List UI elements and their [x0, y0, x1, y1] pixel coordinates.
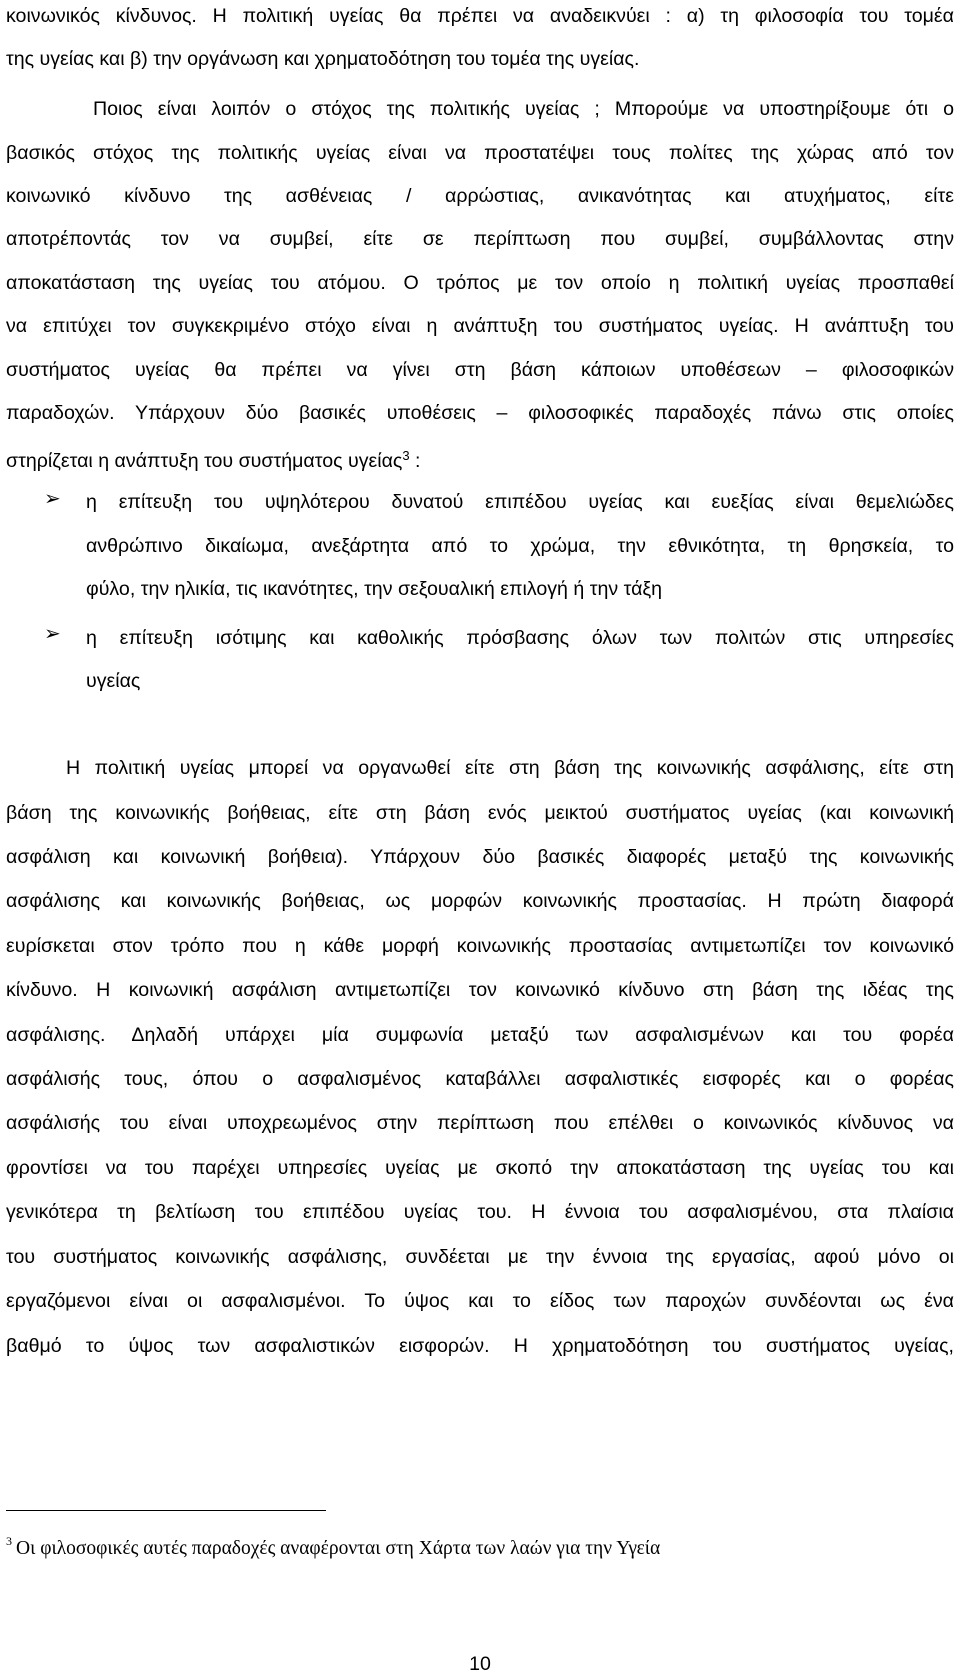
text-line: φροντίσει να του παρέχει υπηρεσίες υγείας με σκοπό την αποκατάσταση της υγείας του και [6, 1157, 954, 1179]
text-line: βαθμό το ύψος των ασφαλιστικών εισφορών. Η χρηματοδότηση του συστήματος υγείας, [6, 1335, 954, 1357]
text-line: ασφάλισης και κοινωνικής βοήθειας, ως μορφών κοινωνικής προστασίας. Η πρώτη διαφορά [6, 890, 954, 912]
text-line: ασφάλισής τους, όπου ο ασφαλισμένος καταβάλλει ασφαλιστικές εισφορές και ο φορέας [6, 1068, 954, 1090]
text-line: συστήματος υγείας θα πρέπει να γίνει στη βάση κάποιων υποθέσεων – φιλοσοφικών [6, 359, 954, 381]
text-line: του συστήματος κοινωνικής ασφάλισης, συνδέεται με την έννοια της εργασίας, αφού μόνο οι [6, 1246, 954, 1268]
text-line: κοινωνικό κίνδυνο της ασθένειας / αρρώστιας, ανικανότητας και ατυχήματος, είτε [6, 185, 954, 207]
footnote-number: 3 [6, 1534, 12, 1548]
footnote-divider [6, 1510, 326, 1511]
bullet-arrow-icon: ➢ [44, 623, 61, 645]
text-line: γενικότερα τη βελτίωση του επιπέδου υγείας του. Η έννοια του ασφαλισμένου, στα πλαίσια [6, 1201, 954, 1223]
bullet-line: υγείας [86, 670, 141, 692]
text-line: παραδοχών. Υπάρχουν δύο βασικές υποθέσεις – φιλοσοφικές παραδοχές πάνω στις οποίες [6, 402, 954, 424]
bullet-line: η επίτευξη του υψηλότερου δυνατού επιπέδου υγείας και ευεξίας είναι θεμελιώδες [86, 491, 954, 513]
page-number: 10 [469, 1653, 491, 1675]
text-line: Ποιος είναι λοιπόν ο στόχος της πολιτικής υγείας ; Μπορούμε να υποστηρίξουμε ότι ο [93, 98, 954, 120]
text-line [6, 443, 954, 472]
text-line: Η πολιτική υγείας μπορεί να οργανωθεί είτε στη βάση της κοινωνικής ασφάλισης, είτε στη [66, 757, 954, 779]
text-line: ευρίσκεται στον τρόπο που η κάθε μορφή κοινωνικής προστασίας αντιμετωπίζει τον κοινωνικό [6, 935, 954, 957]
text-line: ασφάλισής του είναι υποχρεωμένος στην περίπτωση που επέλθει ο κοινωνικός κίνδυνος να [6, 1112, 954, 1134]
text-line: βασικός στόχος της πολιτικής υγείας είναι να προστατέψει τους πολίτες της χώρας από τον [6, 142, 954, 164]
footnote [6, 1528, 660, 1562]
text-line: της υγείας και β) την οργάνωση και χρηματοδότηση του τομέα της υγείας. [6, 48, 640, 70]
footnote-ref: 3 [402, 448, 410, 463]
bullet-arrow-icon: ➢ [44, 488, 61, 510]
text-line: ασφάλισης. Δηλαδή υπάρχει μία συμφωνία μεταξύ των ασφαλισμένων και του φορέα [6, 1024, 954, 1046]
text-line: αποκατάσταση της υγείας του ατόμου. Ο τρόπος με τον οποίο η πολιτική υγείας προσπαθεί [6, 272, 954, 294]
bullet-line: ανθρώπινο δικαίωμα, ανεξάρτητα από το χρώμα, την εθνικότητα, τη θρησκεία, το [86, 535, 954, 557]
text-line: να επιτύχει τον συγκεκριμένο στόχο είναι η ανάπτυξη του συστήματος υγείας. Η ανάπτυξη του [6, 315, 954, 337]
text-line: ασφάλιση και κοινωνική βοήθεια). Υπάρχουν δύο βασικές διαφορές μεταξύ της κοινωνικής [6, 846, 954, 868]
text-span: στηρίζεται η ανάπτυξη του συστήματος υγείας [6, 450, 403, 472]
bullet-line: η επίτευξη ισότιμης και καθολικής πρόσβασης όλων των πολιτών στις υπηρεσίες [86, 627, 954, 649]
bullet-line: φύλο, την ηλικία, τις ικανότητες, την σεξουαλική επιλογή ή την τάξη [86, 578, 663, 600]
text-span: : [409, 450, 421, 472]
text-line: αποτρέποντάς τον να συμβεί, είτε σε περίπτωση που συμβεί, συμβάλλοντας στην [6, 228, 954, 250]
text-line: κίνδυνο. Η κοινωνική ασφάλιση αντιμετωπίζει τον κοινωνικό κίνδυνο στη βάση της ιδέας της [6, 979, 954, 1001]
text-line: εργαζόμενοι είναι οι ασφαλισμένοι. Το ύψος και το είδος των παροχών συνδέονται ως ένα [6, 1290, 954, 1312]
text-line: βάση της κοινωνικής βοήθειας, είτε στη βάση ενός μεικτού συστήματος υγείας (και κοινωνική [6, 802, 954, 824]
footnote-text: Οι φιλοσοφικές αυτές παραδοχές αναφέρονται στη Χάρτα των λαών για την Υγεία [16, 1538, 661, 1559]
text-line: κοινωνικός κίνδυνος. Η πολιτική υγείας θα πρέπει να αναδεικνύει : α) τη φιλοσοφία του τομέα [6, 5, 954, 27]
